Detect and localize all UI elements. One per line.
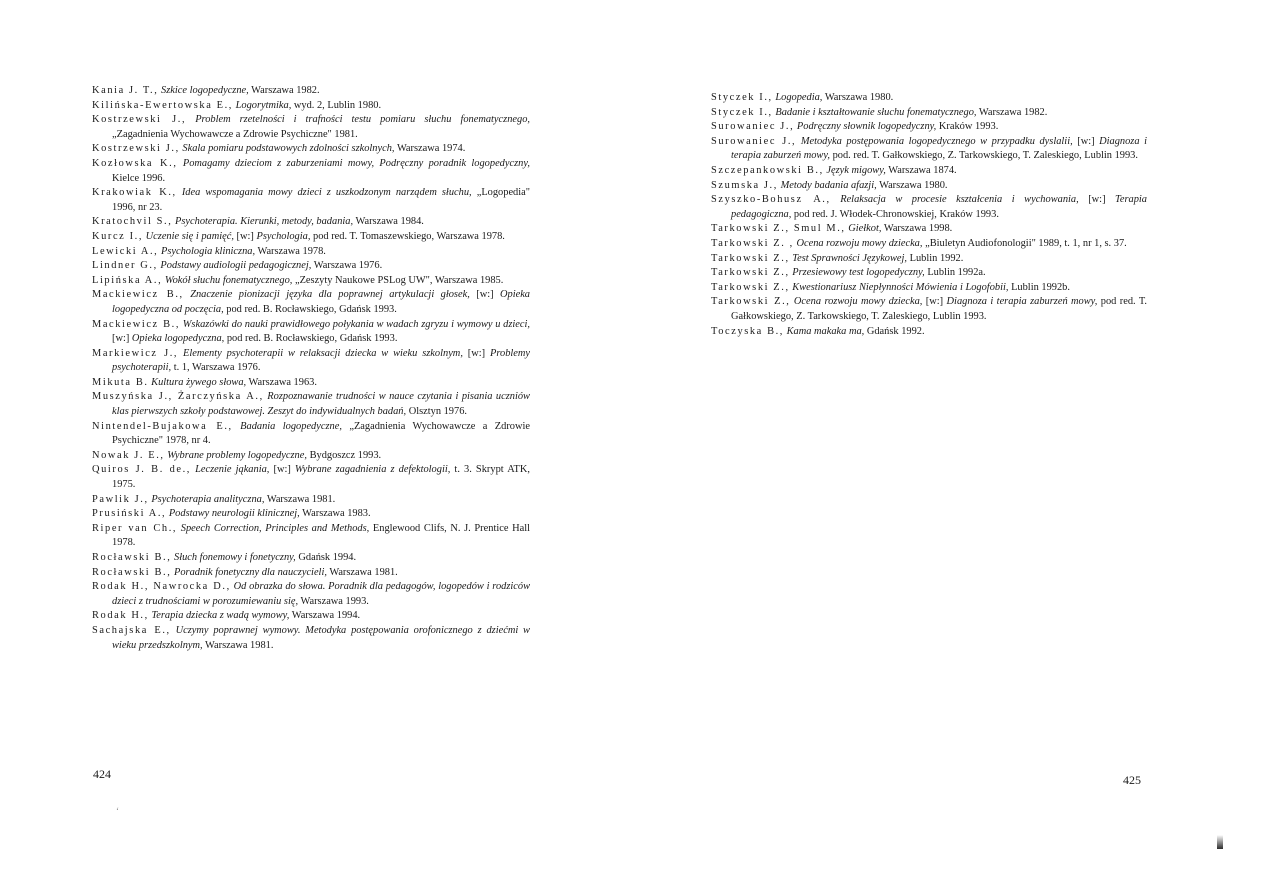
entry-details: „Zeszyty Naukowe PSLog UW", Warszawa 1985.	[292, 274, 504, 286]
entry-author: Nowak J. E.,	[92, 449, 165, 461]
entry-details-secondary: pod red. B. Rocławskiego, Gdańsk 1993.	[223, 303, 397, 315]
entry-details: Warszawa 1982.	[976, 106, 1048, 118]
entry-title: Problem rzetelności i trafności testu pomiaru słuchu fonematycznego,	[195, 114, 530, 126]
entry-details-secondary: pod red. B. Rocławskiego, Gdańsk 1993.	[224, 333, 398, 345]
entry-details: Kielce 1996.	[112, 172, 166, 184]
entry-title: Idea wspomagania mowy dzieci z uszkodzonym narządem słuchu,	[181, 187, 472, 199]
entry-title: Terapia dziecka z wadą wymowy,	[151, 610, 290, 622]
entry-author: Mackiewicz B.,	[92, 289, 184, 301]
right-page	[631, 0, 1263, 893]
entry-author: Kurcz I.,	[92, 230, 144, 242]
entry-title: Wokół słuchu fonematycznego,	[164, 274, 293, 286]
bibliography-entry	[92, 580, 530, 609]
entry-author: Tarkowski Z., Smul M.,	[711, 223, 846, 235]
entry-title: Giełkot,	[848, 223, 882, 235]
entry-title: Test Sprawności Językowej,	[792, 252, 908, 264]
bibliography-entry	[92, 376, 530, 391]
entry-author: Nintendel-Bujakowa E.,	[92, 420, 233, 432]
bibliography-entry	[92, 420, 530, 449]
entry-author: Kilińska-Ewertowska E.,	[92, 99, 233, 111]
entry-details: [w:]	[112, 333, 132, 345]
entry-details: „Biuletyn Audiofonologii" 1989, t. 1, nr 1, s. 37.	[922, 237, 1127, 249]
entry-author: Riper van Ch.,	[92, 522, 178, 534]
entry-title-secondary: Diagnoza i terapia zaburzeń mowy,	[946, 296, 1098, 308]
bibliography-entry	[711, 281, 1147, 296]
entry-author: Prusiński A.,	[92, 508, 167, 520]
entry-title: Słuch fonemowy i fonetyczny,	[174, 552, 296, 563]
entry-details: Bydgoszcz 1993.	[306, 449, 382, 461]
bibliography-entry	[92, 245, 530, 260]
bibliography-entry	[711, 91, 1147, 106]
entry-title: Znaczenie pionizacji języka dla poprawnej artykulacji głosek,	[190, 289, 470, 301]
entry-title: Od obrazka do słowa. Poradnik dla pedagogów, logopedów i rodziców dzieci z trudnościami w porozumiewaniu się,	[112, 581, 530, 607]
entry-title: Uczenie się i pamięć,	[145, 230, 234, 242]
bibliography-entry	[92, 463, 530, 492]
bibliography-entry	[711, 325, 1147, 340]
bibliography-entry	[92, 609, 530, 624]
entry-title: Metody badania afazji,	[780, 179, 877, 191]
bibliography-entry	[92, 113, 530, 142]
entry-title: Metodyka postępowania logopedycznego w przypadku dyslalii,	[800, 135, 1073, 147]
entry-title: Psychoterapia analityczna,	[151, 493, 265, 505]
bibliography-entry	[92, 522, 530, 551]
bibliography-entry	[92, 390, 530, 419]
bibliography-entry	[711, 164, 1147, 179]
bibliography-entry	[92, 157, 530, 186]
bibliography-entry	[92, 274, 530, 289]
bibliography-entry	[92, 347, 530, 376]
scan-edge-mark	[1217, 835, 1223, 849]
bibliography-entry	[92, 449, 530, 464]
entry-title-secondary: Terapia pedagogiczna,	[731, 194, 1147, 220]
entry-title-secondary: Opieka logopedyczna od poczęcia,	[112, 289, 531, 315]
entry-details: Gdańsk 1994.	[295, 552, 357, 563]
entry-author: Krakowiak K.,	[92, 187, 177, 199]
entry-details-secondary: pod. red. T. Gałkowskiego, Z. Tarkowskiego, T. Zaleskiego, Lublin 1993.	[830, 150, 1138, 162]
entry-details: [w:]	[233, 230, 257, 242]
entry-details-secondary: pod red. T. Gałkowskiego, Z. Tarkowskiego, T. Zaleskiego, Lublin 1993.	[731, 296, 1148, 322]
entry-details: Warszawa 1978.	[255, 245, 326, 257]
bibliography-entry	[92, 318, 530, 347]
bibliography-entry	[711, 106, 1147, 121]
entry-author: Muszyńska J., Żarczyńska A.,	[92, 391, 264, 403]
bibliography-entry	[92, 288, 530, 317]
entry-author: Styczek I.,	[711, 92, 773, 103]
entry-details: wyd. 2, Lublin 1980.	[291, 99, 382, 111]
entry-details: Warszawa 1993.	[298, 595, 369, 607]
entry-details-secondary: pod red. T. Tomaszewskiego, Warszawa 1978.	[310, 230, 505, 242]
entry-title: Kultura żywego słowa,	[151, 376, 247, 388]
entry-author: Surowaniec J.,	[711, 121, 795, 133]
bibliography-entry	[711, 237, 1147, 252]
entry-title: Przesiewowy test logopedyczny,	[792, 267, 925, 279]
bibliography-list	[711, 91, 1147, 339]
entry-author: Rodak H.,	[92, 610, 149, 622]
entry-author: Kratochvil S.,	[92, 216, 173, 228]
page-number: 424	[93, 767, 111, 781]
entry-author: Kania J. T.,	[92, 85, 159, 96]
entry-author: Szumska J.,	[711, 179, 778, 191]
entry-title-secondary: Psychologia,	[256, 230, 311, 242]
entry-author: Lipińska A.,	[92, 274, 163, 286]
entry-details: [w:]	[1072, 135, 1100, 147]
entry-author: Tarkowski Z.,	[711, 252, 790, 264]
entry-title: Język migowy,	[826, 164, 886, 176]
entry-details-secondary: t. 3. Skrypt ATK, 1975.	[112, 464, 530, 491]
entry-details: [w:]	[1078, 194, 1116, 206]
entry-author: Sachajska E.,	[92, 624, 171, 636]
entry-title: Wskazówki do nauki prawidłowego połykania w wadach zgryzu i wymowy u dzieci,	[182, 318, 530, 330]
entry-details: Warszawa 1981.	[202, 639, 274, 651]
entry-details: [w:]	[469, 289, 500, 301]
left-page	[0, 0, 631, 893]
entry-title: Podręczny słownik logopedyczny,	[796, 121, 937, 133]
entry-details: Warszawa 1982.	[248, 85, 320, 96]
entry-details: Lublin 1992.	[907, 252, 964, 264]
entry-author: Toczyska B.,	[711, 325, 785, 337]
entry-title: Psychoterapia. Kierunki, metody, badania,	[175, 216, 354, 228]
bibliography-entry	[92, 624, 530, 653]
entry-details: Warszawa 1963.	[246, 376, 317, 388]
entry-details: Lublin 1992b.	[1008, 281, 1070, 293]
bibliography-entry	[92, 259, 530, 274]
entry-title: Psychologia kliniczna,	[160, 245, 256, 257]
bibliography-entry	[92, 186, 530, 215]
entry-author: Mikuta B.	[92, 376, 149, 388]
entry-details-secondary: pod red. J. Włodek-Chronowskiej, Kraków 1993.	[791, 208, 999, 220]
entry-title: Logorytmika,	[235, 99, 292, 111]
entry-details: Warszawa 1984.	[353, 216, 424, 228]
entry-details: Warszawa 1994.	[289, 610, 361, 622]
entry-title-secondary: Diagnoza i terapia zaburzeń mowy,	[731, 135, 1147, 162]
entry-author: Tarkowski Z.,	[711, 281, 790, 293]
entry-title: Szkice logopedyczne,	[161, 85, 249, 96]
entry-author: Kozłowska K.,	[92, 157, 178, 169]
entry-title-secondary: Wybrane zagadnienia z defektologii,	[294, 464, 451, 476]
entry-author: Kostrzewski J.,	[92, 114, 187, 126]
entry-details: Warszawa 1983.	[299, 508, 371, 520]
entry-title: Pomagamy dzieciom z zaburzeniami mowy, Podręczny poradnik logopedyczny,	[182, 157, 530, 169]
entry-title: Badania logopedyczne,	[240, 420, 342, 432]
entry-details: Kraków 1993.	[936, 121, 999, 133]
entry-title: Logopedia,	[775, 92, 823, 103]
entry-details: [w:]	[922, 296, 947, 308]
bibliography-entry	[711, 135, 1147, 164]
entry-details: Warszawa 1874.	[885, 164, 957, 176]
entry-author: Quiros J. B. de.,	[92, 464, 192, 476]
entry-author: Tarkowski Z.,	[711, 296, 791, 308]
entry-title: Podstawy neurologii klinicznej,	[168, 508, 300, 520]
entry-author: Szyszko-Bohusz A.,	[711, 194, 831, 206]
entry-details: Warszawa 1980.	[822, 92, 894, 103]
entry-author: Szczepankowski B.,	[711, 164, 824, 176]
entry-author: Lindner G.,	[92, 260, 158, 272]
entry-details: Englewood Clifs, N. J. Prentice Hall 1978.	[112, 522, 530, 549]
entry-title: Podstawy audiologii pedagogicznej,	[160, 260, 312, 272]
page-number: 425	[1123, 773, 1141, 787]
entry-title: Uczymy poprawnej wymowy. Metodyka postępowania orofonicznego z dziećmi w wieku przedszkolnym,	[112, 624, 530, 651]
bibliography-entry	[92, 84, 530, 99]
entry-title: Relaksacja w procesie kształcenia i wychowania,	[840, 194, 1079, 206]
bibliography-entry	[711, 120, 1147, 135]
entry-title: Kama makaka ma,	[786, 325, 865, 337]
bibliography-entry	[711, 222, 1147, 237]
entry-author: Surowaniec J.,	[711, 135, 797, 147]
entry-author: Rocławski B.,	[92, 552, 172, 563]
entry-title: Speech Correction, Principles and Methods,	[180, 522, 370, 534]
entry-title: Rozpoznawanie trudności w nauce czytania i pisania uczniów klas pierwszych szkoły podstawowej. Zeszyt do indywidualnych badań,	[112, 391, 530, 418]
entry-title: Wybrane problemy logopedyczne,	[167, 449, 307, 461]
entry-details: Warszawa 1981.	[326, 566, 398, 578]
entry-title: Badanie i kształtowanie słuchu fonematycznego,	[775, 106, 977, 118]
entry-author: Pawlik J.,	[92, 493, 149, 505]
entry-details: Warszawa 1998.	[881, 223, 953, 235]
bibliography-entry	[92, 142, 530, 157]
entry-author: Tarkowski Z. ,	[711, 237, 794, 249]
entry-details: „Zagadnienia Wychowawcze a Zdrowie Psychiczne" 1978, nr 4.	[112, 420, 531, 447]
entry-details: [w:]	[269, 464, 295, 476]
bibliography-entry	[92, 551, 530, 566]
entry-author: Markiewicz J.,	[92, 347, 179, 359]
bibliography-entry	[92, 215, 530, 230]
bibliography-entry	[711, 266, 1147, 281]
entry-author: Styczek I.,	[711, 106, 773, 118]
entry-author: Tarkowski Z.,	[711, 267, 790, 279]
bibliography-list	[92, 84, 530, 653]
entry-details: Gdańsk 1992.	[864, 325, 925, 337]
entry-title: Leczenie jąkania,	[195, 464, 270, 476]
bibliography-entry	[711, 179, 1147, 194]
entry-details: Warszawa 1981.	[264, 493, 336, 505]
entry-details-secondary: t. 1, Warszawa 1976.	[171, 362, 261, 374]
entry-title: Ocena rozwoju mowy dziecka,	[796, 237, 923, 249]
bibliography-entry	[711, 193, 1147, 222]
bibliography-entry	[711, 295, 1147, 324]
entry-author: Mackiewicz B.,	[92, 318, 181, 330]
entry-details: „Zagadnienia Wychowawcze a Zdrowie Psychiczne" 1981.	[112, 128, 358, 140]
entry-title: Poradnik fonetyczny dla nauczycieli,	[174, 566, 327, 578]
scan-speck: ʻ	[116, 806, 119, 816]
entry-details: Warszawa 1976.	[311, 260, 383, 272]
bibliography-entry	[92, 230, 530, 245]
entry-title: Skala pomiaru podstawowych zdolności szkolnych,	[182, 143, 395, 155]
entry-details: [w:]	[462, 347, 490, 359]
entry-details: Lublin 1992a.	[924, 267, 986, 279]
entry-details: „Logopedia" 1996, nr 23.	[112, 187, 530, 213]
entry-author: Rocławski B.,	[92, 566, 172, 578]
entry-title-secondary: Problemy psychoterapii,	[112, 347, 531, 374]
entry-details: Olsztyn 1976.	[406, 406, 467, 418]
entry-details: Warszawa 1980.	[876, 179, 948, 191]
bibliography-entry	[711, 252, 1147, 267]
bibliography-entry	[92, 566, 530, 581]
entry-title: Ocena rozwoju mowy dziecka,	[793, 296, 923, 308]
entry-title-secondary: Opieka logopedyczna,	[131, 333, 225, 345]
entry-title: Elementy psychoterapii w relaksacji dziecka w wieku szkolnym,	[183, 347, 463, 359]
bibliography-entry	[92, 493, 530, 508]
entry-author: Kostrzewski J.,	[92, 143, 180, 155]
entry-title: Kwestionariusz Niepłynności Mówienia i Logofobii,	[792, 281, 1009, 293]
entry-details: Warszawa 1974.	[394, 143, 466, 155]
entry-author: Lewicki A.,	[92, 245, 159, 257]
entry-author: Rodak H., Nawrocka D.,	[92, 581, 231, 593]
bibliography-entry	[92, 507, 530, 522]
bibliography-entry	[92, 99, 530, 114]
